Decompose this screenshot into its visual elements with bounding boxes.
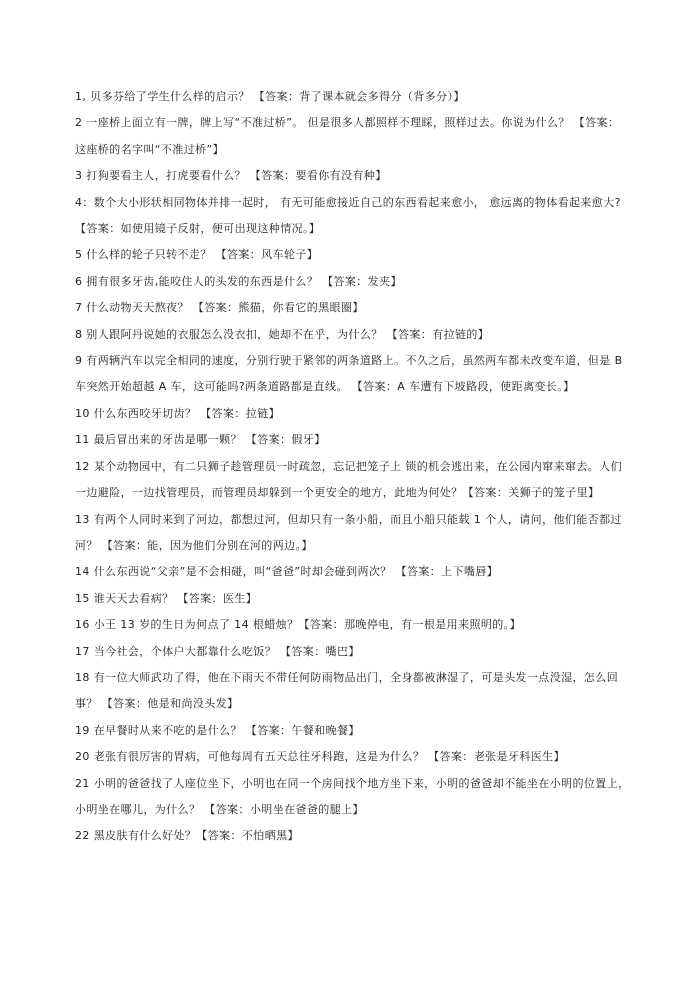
qa-item: 3 打狗要看主人，打虎要看什么？ 【答案：要看你有没有种】 — [75, 169, 387, 183]
qa-item: 10 什么东西咬牙切齿？ 【答案：拉链】 — [75, 406, 280, 420]
qa-item: 5 什么样的轮子只转不走？ 【答案：风车轮子】 — [75, 248, 319, 262]
qa-item: 6 拥有很多牙齿,能咬住人的头发的东西是什么？ 【答案：发夹】 — [75, 274, 402, 288]
qa-item: 14 什么东西说“父亲”是不会相碰，叫“爸爸”时却会碰到两次？ 【答案：上下嘴唇】 — [75, 565, 499, 579]
qa-item: 7 什么动物天天熬夜？ 【答案：熊猫，你看它的黑眼圈】 — [75, 301, 364, 315]
qa-item: 9 有两辆汽车以完全相同的速度，分别行驶于紧邻的两条道路上。不久之后，虽然两车都未改变车道，但是 B 车突然开始超越 A 车，这可能吗?两条道路都是直线。 【答案：A 车遭有下坡路段，使距离变长。】 — [75, 354, 623, 394]
qa-item: 18 有一位大师武功了得，他在下雨天不带任何防雨物品出门，全身都被淋湿了，可是头发一点没湿，怎么回事？ 【答案：他是和尚没头发】 — [75, 670, 619, 711]
qa-item: 21 小明的爸爸找了人座位坐下，小明也在同一个房间找个地方坐下来，小明的爸爸却不能坐在小明的位置上，小明坐在哪儿，为什么？ 【答案：小明坐在爸爸的腿上】 — [75, 776, 630, 816]
qa-item: 4：数个大小形状相同物体并排一起时， 有无可能愈接近自己的东西看起来愈小， 愈远离的物体看起来愈大? 【答案：如使用镜子反射，便可出现这种情况。】 — [75, 195, 621, 236]
qa-item: 19 在早餐时从来不吃的是什么？ 【答案：午餐和晚餐】 — [75, 723, 360, 737]
qa-list — [75, 84, 630, 850]
qa-item: 22 黑皮肤有什么好处？【答案：不怕晒黑】 — [75, 829, 299, 843]
qa-item: 12 某个动物园中，有二只狮子趁管理员一时疏忽，忘记把笼子上 锁的机会逃出来，在公园内窜来窜去。人们一边避险，一边找管理员，而管理员却躲到一个更安全的地方，此地为何处？【答案：关狮子的笼子里】 — [75, 459, 622, 500]
qa-item: 20 老张有很厉害的胃病，可他每周有五天总往牙科跑，这是为什么？ 【答案：老张是牙科医生】 — [75, 750, 565, 764]
qa-item: 15 谁天天去看病？ 【答案：医生】 — [75, 591, 258, 605]
qa-item: 2 一座桥上面立有一牌，牌上写“不准过桥”。 但是很多人都照样不理睬，照样过去。你说为什么？ 【答案：这座桥的名字叫“不准过桥”】 — [75, 116, 620, 156]
qa-item: 8 别人跟阿丹说她的衣服怎么没衣扣，她却不在乎，为什么？ 【答案：有拉链的】 — [75, 327, 490, 341]
qa-item: 13 有两个人同时来到了河边，都想过河，但却只有一条小船，而且小船只能载 1 个人，请问，他们能否都过河？ 【答案：能，因为他们分别在河的两边。】 — [75, 512, 622, 552]
qa-item: 1, 贝多芬给了学生什么样的启示？ 【答案：背了课本就会多得分（背多分）】 — [75, 90, 465, 103]
qa-item: 11 最后冒出来的牙齿是哪一颗？ 【答案：假牙】 — [75, 433, 326, 447]
qa-item: 17 当今社会，个体户大都靠什么吃饭？ 【答案：嘴巴】 — [75, 644, 360, 658]
qa-item: 16 小王 13 岁的生日为何点了 14 根蜡烛？【答案：那晚停电，有一根是用来照明的。】 — [75, 618, 521, 632]
